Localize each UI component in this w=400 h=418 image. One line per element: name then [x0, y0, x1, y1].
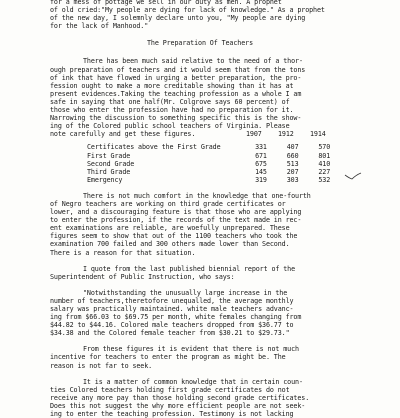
- paragraph-pay: [50, 378, 350, 418]
- cell-value: 532: [318, 175, 331, 184]
- cell-value: 570: [318, 143, 331, 152]
- text-line: $44.82 to $44.16. Colored male teachers dropped from $36.77 to: [50, 321, 294, 330]
- year-label: 1914: [310, 130, 326, 139]
- text-line: present evidences.Taking the teaching profession as a whole I am: [50, 89, 302, 98]
- paragraph-preparation: [50, 57, 350, 138]
- text-line: of old cried:"My people are dying for lack of knowledge." As a prophet: [50, 6, 325, 15]
- text-line: Narrowing the discussion to something specific this is the show-: [50, 114, 302, 123]
- table-row: [87, 152, 350, 160]
- text-line: salary was practically maintained. white male teachers advanc-: [50, 305, 294, 313]
- table-row: [87, 168, 350, 176]
- text-line: From these figures it is evident that there is not much: [83, 345, 299, 354]
- section-title: The Preparation Of Teachers: [146, 39, 253, 48]
- cell-value: 303: [286, 175, 299, 184]
- cell-value: 675: [255, 159, 267, 168]
- text-line: There is a reason for that situation.: [50, 248, 196, 257]
- text-line: I quote from the last published biennial report of the: [83, 264, 296, 273]
- text-line: ough preparation of teachers and it would seem that from the tons: [50, 65, 306, 74]
- text-line: of Negro teachers are working on third grade certificates or: [50, 199, 286, 208]
- cell-value: 227: [318, 167, 331, 176]
- text-line: Superintendent of Public Instruction, who says:: [50, 272, 235, 281]
- text-line: receive any more pay than those holding second grade certificates.: [50, 393, 310, 402]
- text-line: of ink that have flowed in urging a better preparation, the pro-: [50, 73, 302, 82]
- table-row: [87, 143, 350, 151]
- text-line: ties Colored teachers holding first grade certificates do not: [50, 385, 290, 394]
- text-line: ing from $66.03 to $69.75 per month, white females changing from: [50, 313, 302, 322]
- cell-value: 407: [286, 143, 299, 152]
- cell-value: 671: [255, 151, 267, 160]
- text-line: figures seem to show that out of the 1100 teachers who took the: [50, 232, 298, 241]
- text-line: safe in saying that one half(Mr. Colgrove says 60 percent) of: [50, 97, 290, 106]
- text-line: of the new day, I solemnly declare unto you, "My people are dying: [50, 14, 306, 23]
- row-label: Certificates above the First Grade: [87, 143, 221, 152]
- paragraph-comfort: [50, 192, 350, 257]
- cell-value: 319: [255, 175, 267, 184]
- paragraph-incentive: [50, 345, 350, 369]
- cell-value: 207: [286, 167, 299, 176]
- text-line: examination 700 failed and 300 others made lower than Second.: [50, 240, 290, 249]
- text-line: lower, and a discouraging feature is that those who are applying: [50, 208, 302, 217]
- cell-value: 145: [255, 167, 267, 176]
- year-label: 1912: [278, 130, 294, 139]
- cell-value: 660: [286, 151, 299, 160]
- row-label: First Grade: [87, 151, 131, 160]
- text-line: for the lack of Manhood.": [50, 22, 149, 31]
- text-line: It is a matter of common knowledge that in certain coun-: [83, 377, 303, 386]
- text-line: "Notwithstanding the unusually large increase in the: [83, 288, 288, 297]
- intro-paragraph: [50, 0, 350, 30]
- text-line: reason is not far to seek.: [50, 361, 153, 370]
- certificate-table: [87, 143, 350, 183]
- year-header: [246, 130, 342, 138]
- text-line: There has been much said relative to the need of a thor-: [83, 57, 303, 66]
- cell-value: 331: [255, 143, 267, 152]
- row-label: Emergency: [87, 175, 123, 184]
- text-line: fession ought to make a more creditable showing than it has at: [50, 81, 294, 90]
- text-line: ing to enter the teaching profession. Testimony is not lacking: [50, 410, 294, 418]
- text-line: Does this not suggest the why more efficient people are not seek-: [50, 401, 306, 410]
- table-row: [87, 176, 350, 184]
- table-row: [87, 160, 350, 168]
- paragraph-quote-intro: [50, 265, 350, 281]
- row-label: Third Grade: [87, 167, 131, 176]
- text-line: for a mess of pottage we sell in our duty as men. A prophet: [50, 0, 282, 6]
- text-line: those who enter the profession have had no preparation for it.: [50, 106, 294, 115]
- year-label: 1907: [246, 130, 262, 139]
- cell-value: 801: [318, 151, 331, 160]
- text-line: note carefully and get these figures.: [50, 130, 196, 139]
- cell-value: 513: [286, 159, 299, 168]
- text-line: to enter the profession, if the records of the text made in rec-: [50, 216, 302, 225]
- text-line: ing of the Colored public school teachers of Virginia. Please: [50, 122, 290, 131]
- text-line: ent examinations are reliable, are woefully unprepared. These: [50, 224, 290, 233]
- text-line: number of teachers,theretofore unequalled, the average monthly: [50, 296, 294, 305]
- text-line: There is not much comfort in the knowledge that one-fourth: [83, 191, 311, 200]
- block-quote: [50, 289, 350, 338]
- text-line: incentive for teachers to enter the program as might be. The: [50, 353, 286, 362]
- row-label: Second Grade: [87, 159, 135, 168]
- handwritten-checkmark-icon: [344, 172, 362, 180]
- text-line: $34.38 and the Colored female teacher from $30.21 to $29.73.": [50, 329, 290, 338]
- cell-value: 410: [318, 159, 331, 168]
